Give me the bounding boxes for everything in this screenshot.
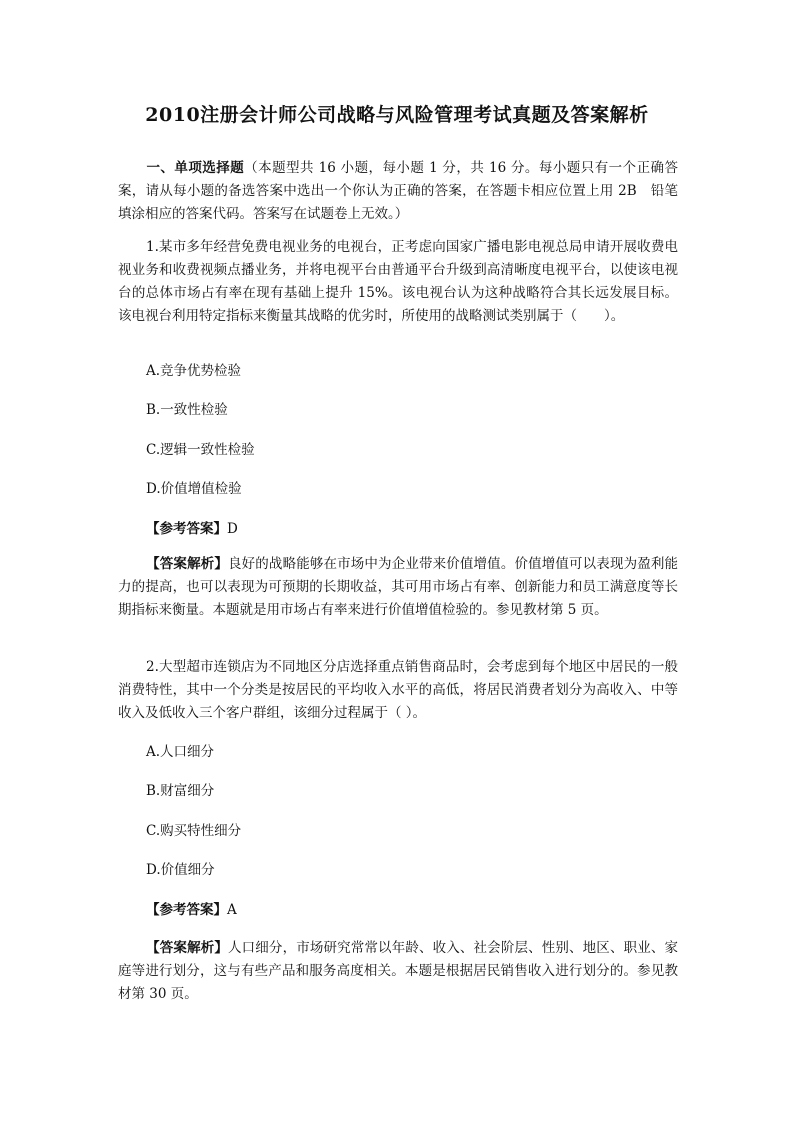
document-title: 2010注册会计师公司战略与风险管理考试真题及答案解析 [145, 104, 649, 126]
section-instructions: （本题型共 16 小题，每小题 1 分，共 16 分。每小题只有一个正确答案，请从每小题的备选答案中选出一个你认为正确的答案，在答题卡相应位置上用 2B 铅笔填涂相应的答案代码。答案写在试题卷上无效。） [118, 160, 678, 222]
question-2-stem: 2.大型超市连锁店为不同地区分店选择重点销售商品时，会考虑到每个地区中居民的一般消费特性，其中一个分类是按居民的平均收入水平的高低，将居民消费者划分为高收入、中等收入及低收入三个客户群组，该细分过程属于（ ）。 [118, 659, 678, 721]
question-2-option-c: C.购买特性细分 [146, 823, 242, 839]
question-1-option-a: A.竞争优势检验 [146, 363, 242, 379]
question-1-option-b: B.一致性检验 [146, 402, 228, 418]
question-1-option-d: D.价值增值检验 [146, 481, 242, 497]
answer-value: A [227, 902, 237, 918]
question-2-option-a: A.人口细分 [146, 744, 215, 760]
question-1-answer [146, 518, 238, 541]
question-2-option-d: D.价值细分 [146, 862, 215, 878]
question-1-analysis [118, 553, 678, 622]
section-intro [118, 157, 678, 226]
answer-value: D [227, 521, 238, 537]
question-2-option-b: B.财富细分 [146, 783, 215, 799]
analysis-text: 人口细分，市场研究常常以年龄、收入、社会阶层、性别、地区、职业、家庭等进行划分，这与有些产品和服务高度相关。本题是根据居民销售收入进行划分的。参见教材第 30 页。 [118, 940, 679, 1002]
analysis-label: 【答案解析】 [146, 940, 228, 956]
answer-label: 【参考答案】 [146, 521, 227, 537]
answer-label: 【参考答案】 [146, 902, 227, 918]
question-1-stem: 1.某市多年经营免费电视业务的电视台，正考虑向国家广播电影电视总局申请开展收费电视业务和收费视频点播业务，并将电视平台由普通平台升级到高清晰度电视平台，以使该电视台的总体市场占有率在现有基础上提升 15%。该电视台认为这种战略符合其长远发展目标。该电视台利用特定指标来衡量其战略的优劣时，所使用的战略测试类别属于（ ）。 [118, 239, 678, 324]
section-heading: 一、单项选择题 [146, 160, 245, 176]
question-2-analysis [118, 937, 678, 1006]
question-1-option-c: C.逻辑一致性检验 [146, 442, 255, 458]
question-2-answer [146, 899, 237, 922]
analysis-text: 良好的战略能够在市场中为企业带来价值增值。价值增值可以表现为盈利能力的提高，也可以表现为可预期的长期收益，其可用市场占有率、创新能力和员工满意度等长期指标来衡量。本题就是用市场占有率来进行价值增值检验的。参见教材第 5 页。 [118, 556, 679, 618]
analysis-label: 【答案解析】 [146, 556, 228, 572]
